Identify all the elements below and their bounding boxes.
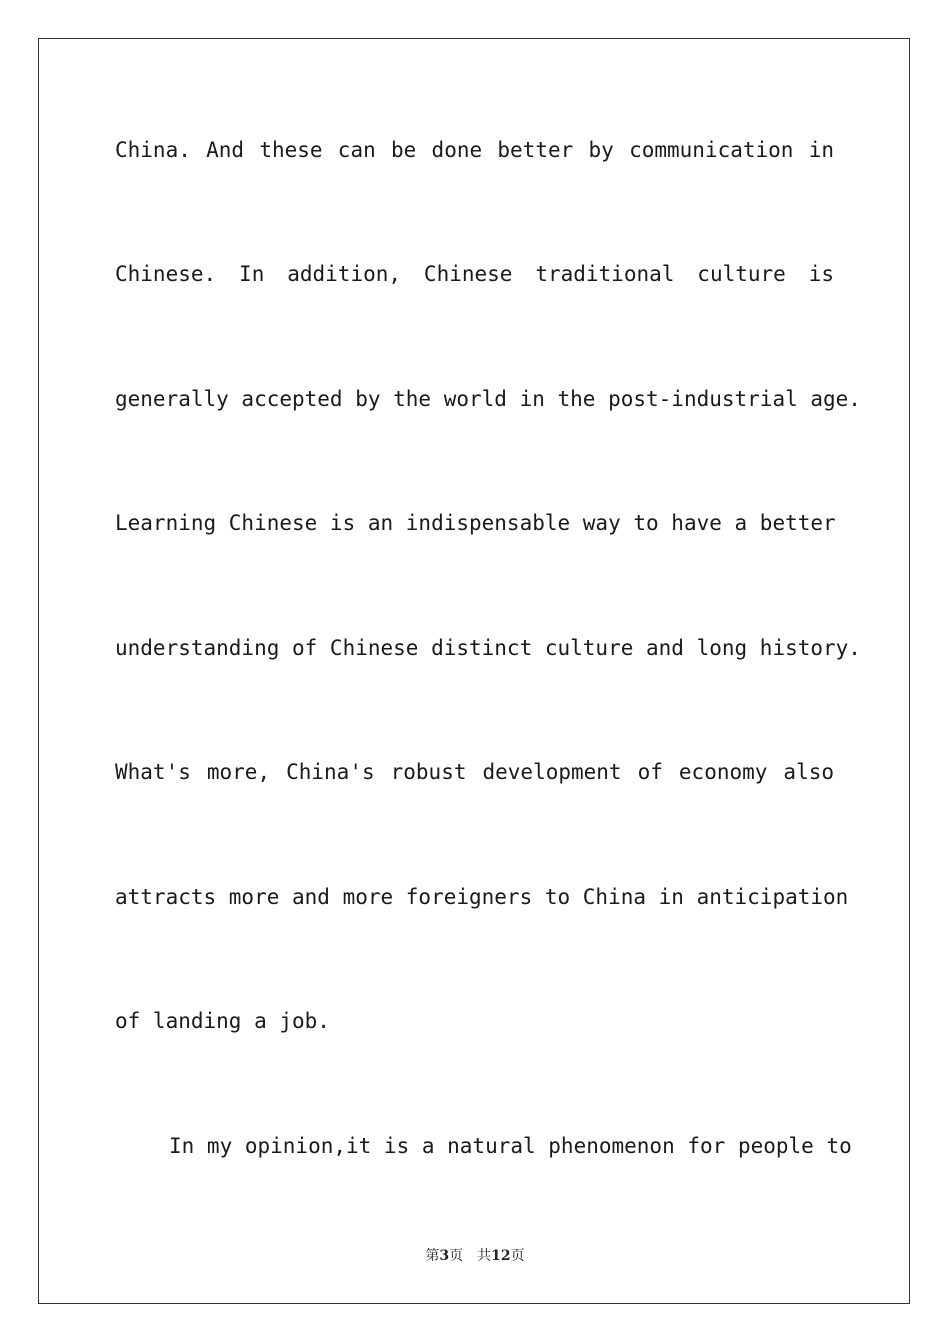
total-pages-number: 12: [491, 1248, 511, 1264]
page-border: [38, 38, 910, 1304]
body-text-line: of landing a job.: [115, 1009, 330, 1033]
footer-suffix: 页: [510, 1248, 525, 1264]
footer-middle: 页 共: [449, 1248, 492, 1264]
current-page-number: 3: [439, 1248, 450, 1264]
body-text-line: attracts more and more foreigners to China in anticipation: [115, 885, 849, 909]
paragraph-start-line: In my opinion,it is a natural phenomenon for people to: [169, 1134, 852, 1158]
body-text-line: China. And these can be done better by communication in: [115, 138, 834, 162]
body-text-line: What's more, China's robust development of economy also: [115, 760, 834, 784]
body-text-line: generally accepted by the world in the post-industrial age.: [115, 387, 861, 411]
body-text-line: understanding of Chinese distinct culture and long history.: [115, 636, 861, 660]
body-text-line: Chinese. In addition, Chinese traditional culture is: [115, 262, 834, 286]
footer-prefix: 第: [425, 1248, 440, 1264]
page-footer: [0, 1246, 950, 1266]
body-text-line: Learning Chinese is an indispensable way to have a better: [115, 511, 836, 535]
